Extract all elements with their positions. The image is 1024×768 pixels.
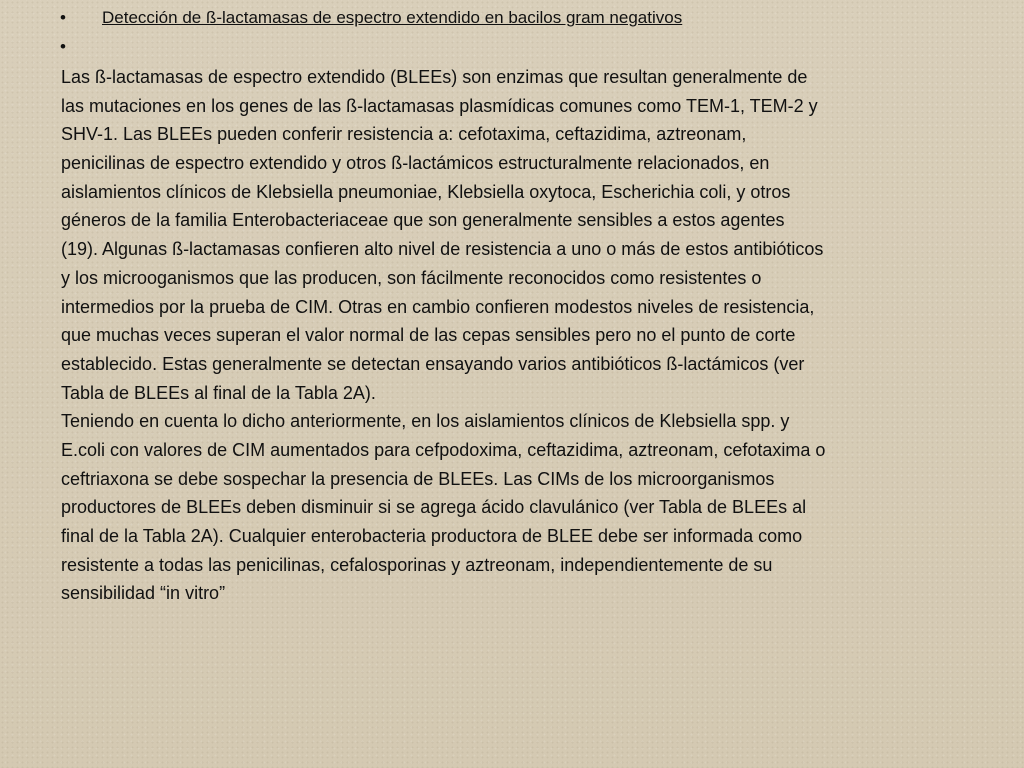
bullet-marker: • <box>60 37 66 56</box>
text-line: establecido. Estas generalmente se detectan ensayando varios antibióticos ß-lactámicos (ver <box>61 353 805 374</box>
section-heading: Detección de ß-lactamasas de espectro extendido en bacilos gram negativos <box>102 8 683 27</box>
text-line: y los microoganismos que las producen, son fácilmente reconocidos como resistentes o <box>61 267 762 288</box>
text-line: productores de BLEEs deben disminuir si se agrega ácido clavulánico (ver Tabla de BLEEs al <box>61 497 807 518</box>
text-line: las mutaciones en los genes de las ß-lactamasas plasmídicas comunes como TEM-1, TEM-2 y <box>61 95 818 116</box>
text-line: Las ß-lactamasas de espectro extendido (BLEEs) son enzimas que resultan generalmente de <box>61 67 808 87</box>
text-line: ceftriaxona se debe sospechar la presencia de BLEEs. Las CIMs de los microorganismos <box>61 468 775 489</box>
text-line: que muchas veces superan el valor normal de las cepas sensibles pero no el punto de corte <box>61 325 796 346</box>
text-line: aislamientos clínicos de Klebsiella pneumoniae, Klebsiella oxytoca, Escherichia coli, y otros <box>61 181 791 202</box>
text-line: SHV-1. Las BLEEs pueden conferir resistencia a: cefotaxima, ceftazidima, aztreonam, <box>61 124 747 145</box>
text-line: géneros de la familia Enterobacteriaceae que son generalmente sensibles a estos agentes <box>61 210 785 231</box>
text-line: Teniendo en cuenta lo dicho anteriormente, en los aislamientos clínicos de Klebsiella spp. y <box>61 411 790 432</box>
text-line: (19). Algunas ß-lactamasas confieren alto nivel de resistencia a uno o más de estos antibióticos <box>61 239 824 260</box>
text-line: penicilinas de espectro extendido y otros ß-lactámicos estructuralmente relacionados, en <box>61 153 770 174</box>
bullet-marker: • <box>60 8 66 27</box>
text-line: resistente a todas las penicilinas, cefalosporinas y aztreonam, independientemente de su <box>61 554 773 575</box>
text-line: Tabla de BLEEs al final de la Tabla 2A). <box>61 382 376 403</box>
text-line: sensibilidad “in vitro” <box>61 583 226 604</box>
text-line: final de la Tabla 2A). Cualquier enterobacteria productora de BLEE debe ser informada como <box>61 526 803 546</box>
bullet-heading <box>60 8 682 28</box>
body-paragraph <box>61 63 941 608</box>
text-line: intermedios por la prueba de CIM. Otras en cambio confieren modestos niveles de resistencia, <box>61 296 815 317</box>
bullet-empty <box>60 37 102 57</box>
text-line: E.coli con valores de CIM aumentados para cefpodoxima, ceftazidima, aztreonam, cefotaxima o <box>61 439 826 460</box>
